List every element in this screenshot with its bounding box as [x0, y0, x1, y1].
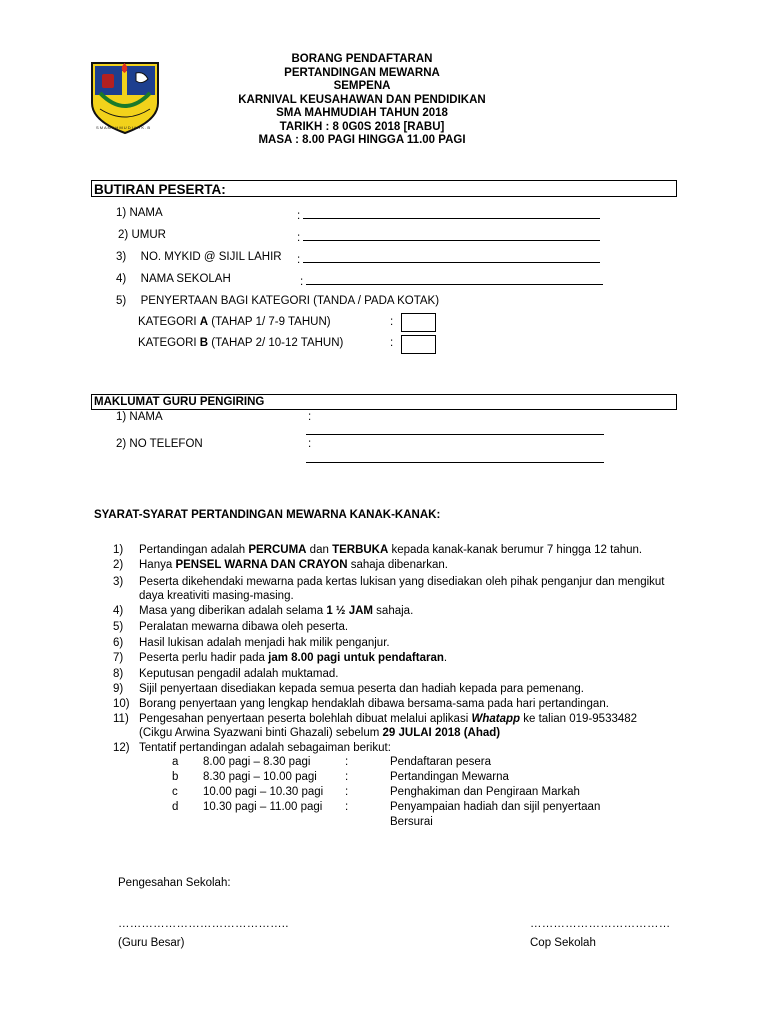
field-num: 2)	[118, 229, 129, 241]
syarat-item-12	[113, 742, 391, 756]
guru-besar-signature-line[interactable]: ……………………………………..	[118, 918, 289, 930]
field-umur-input[interactable]	[297, 229, 600, 244]
field-colon: :	[297, 210, 301, 222]
item-text: ke talian 019-9533482	[520, 713, 638, 725]
kategori-b-label	[138, 337, 343, 349]
field-colon: :	[300, 276, 304, 288]
item-num: 12)	[113, 742, 130, 754]
syarat-item-7	[113, 652, 447, 666]
item-num: 5)	[113, 621, 124, 633]
item-num: 2)	[113, 559, 124, 571]
header-line-1: BORANG PENDAFTARAN	[291, 53, 433, 65]
tentatif-key: a	[172, 756, 179, 768]
guru-nama-colon: :	[308, 411, 312, 423]
header-line-3: SEMPENA	[333, 80, 391, 92]
tentatif-extra: Bersurai	[390, 816, 433, 828]
tentatif-desc: Pertandingan Mewarna	[390, 771, 509, 783]
item-text: Tentatif pertandingan adalah sebagaiman berikut:	[139, 742, 391, 754]
kategori-b-letter: B	[199, 337, 209, 349]
nama-blank-line[interactable]	[303, 207, 600, 219]
kategori-b-checkbox[interactable]	[401, 335, 436, 354]
tentatif-key: b	[172, 771, 179, 783]
item-text: Masa yang diberikan adalah selama	[139, 605, 327, 617]
tentatif-sep: :	[345, 771, 349, 783]
item-num: 4)	[113, 605, 124, 617]
field-num: 4)	[116, 273, 127, 285]
tentatif-desc: Pendaftaran pesera	[390, 756, 492, 768]
field-mykid-input[interactable]	[297, 251, 600, 266]
tentatif-key: c	[172, 786, 178, 798]
item-text: sahaja dibenarkan.	[347, 559, 448, 571]
item-text: Borang penyertaan yang lengkap hendaklah dibawa bersama-sama pada hari pertandingan.	[139, 698, 609, 710]
field-label: PENYERTAAN BAGI KATEGORI (TANDA / PADA KOTAK)	[140, 295, 440, 307]
item-num: 6)	[113, 637, 124, 649]
sekolah-blank-line[interactable]	[306, 273, 603, 285]
syarat-item-4	[113, 605, 413, 619]
field-label: NO. MYKID @ SIJIL LAHIR	[140, 251, 282, 263]
item-bold-italic: Whatapp	[471, 713, 521, 725]
tentatif-desc: Penghakiman dan Pengiraan Markah	[390, 786, 580, 798]
field-num: 5)	[116, 295, 127, 307]
item-num: 1)	[113, 544, 124, 556]
item-text: daya kreativiti masing-masing.	[139, 589, 294, 602]
field-mykid	[116, 251, 282, 263]
item-bold: 1 ½ JAM	[326, 605, 373, 617]
syarat-item-1	[113, 544, 642, 558]
syarat-item-5	[113, 621, 348, 635]
kategori-a-letter: A	[199, 316, 209, 328]
item-num: 3)	[113, 576, 124, 588]
kategori-a-pre: KATEGORI	[138, 316, 200, 328]
item-text: (Cikgu Arwina Syazwani binti Ghazali) sebelum	[139, 726, 383, 739]
kategori-b-post: (TAHAP 2/ 10-12 TAHUN)	[208, 337, 344, 349]
item-bold: PERCUMA	[248, 544, 307, 556]
guru-telefon-blank-line[interactable]	[306, 452, 604, 463]
syarat-title: SYARAT-SYARAT PERTANDINGAN MEWARNA KANAK-KANAK:	[94, 509, 441, 521]
tentatif-time: 8.00 pagi – 8.30 pagi	[203, 756, 311, 768]
item-text: Pengesahan penyertaan peserta bolehlah dibuat melalui aplikasi	[139, 713, 472, 725]
item-bold: 29 JULAI 2018 (Ahad)	[382, 726, 501, 739]
guru-pengiring-title: MAKLUMAT GURU PENGIRING	[94, 396, 265, 408]
tentatif-key: d	[172, 801, 179, 813]
tentatif-time: 10.30 pagi – 11.00 pagi	[203, 801, 323, 813]
field-label: NAMA SEKOLAH	[140, 273, 231, 285]
item-text: sahaja.	[372, 605, 414, 617]
kategori-a-post: (TAHAP 1/ 7-9 TAHUN)	[208, 316, 331, 328]
item-text: Peralatan mewarna dibawa oleh peserta.	[139, 621, 349, 633]
guru-nama-label: 1) NAMA	[116, 411, 163, 423]
item-num: 9)	[113, 683, 124, 695]
butiran-peserta-title: BUTIRAN PESERTA:	[94, 182, 226, 197]
item-num: 7)	[113, 652, 124, 664]
field-colon: :	[297, 254, 301, 266]
syarat-item-2	[113, 559, 448, 573]
guru-pengiring-heading	[91, 394, 677, 410]
tentatif-time: 8.30 pagi – 10.00 pagi	[203, 771, 317, 783]
tentatif-sep: :	[345, 786, 349, 798]
item-num: 11)	[113, 713, 129, 725]
item-num: 8)	[113, 668, 124, 680]
item-num: 10)	[113, 698, 130, 710]
field-num: 1)	[116, 207, 127, 219]
guru-telefon-label: 2) NO TELEFON	[116, 438, 203, 450]
item-bold: PENSEL WARNA DAN CRAYON	[175, 559, 348, 571]
field-umur	[118, 229, 166, 241]
item-text: Hanya	[139, 559, 176, 571]
item-text: Keputusan pengadil adalah muktamad.	[139, 668, 339, 680]
form-header	[180, 53, 544, 148]
field-sekolah-input[interactable]	[300, 273, 603, 288]
header-line-5: SMA MAHMUDIAH TAHUN 2018	[276, 107, 448, 119]
umur-blank-line[interactable]	[303, 229, 600, 241]
field-num: 3)	[116, 251, 127, 263]
logo-text: S M A M A H M U D I A H K . B	[96, 125, 151, 130]
pengesahan-sekolah-label: Pengesahan Sekolah:	[118, 877, 231, 889]
field-sekolah	[116, 273, 231, 285]
guru-besar-label: (Guru Besar)	[118, 937, 185, 949]
mykid-blank-line[interactable]	[303, 251, 600, 263]
item-text: dan	[306, 544, 333, 556]
tentatif-sep: :	[345, 756, 349, 768]
item-bold: TERBUKA	[332, 544, 389, 556]
header-line-6: TARIKH : 8 0G0S 2018 [RABU]	[279, 120, 445, 133]
cop-sekolah-line[interactable]: ………………………………	[530, 918, 671, 930]
item-text: Hasil lukisan adalah menjadi hak milik penganjur.	[139, 637, 390, 649]
field-colon: :	[297, 232, 301, 244]
field-label: UMUR	[131, 229, 166, 241]
item-text: Sijil penyertaan disediakan kepada semua peserta dan hadiah kepada para pemenang.	[139, 683, 584, 695]
kategori-b-colon: :	[390, 337, 394, 349]
syarat-item-10	[113, 698, 609, 712]
item-text: Peserta perlu hadir pada	[139, 652, 269, 664]
tentatif-desc: Penyampaian hadiah dan sijil penyertaan	[390, 801, 601, 813]
field-label: NAMA	[129, 207, 163, 219]
guru-nama-blank-line[interactable]	[306, 424, 604, 435]
butiran-peserta-heading	[91, 180, 677, 197]
field-kategori	[116, 295, 439, 307]
syarat-item-3	[113, 576, 665, 603]
kategori-a-checkbox[interactable]	[401, 313, 436, 332]
item-text: Pertandingan adalah	[139, 544, 249, 556]
field-nama-input[interactable]	[297, 207, 600, 222]
item-text: kepada kanak-kanak berumur 7 hingga 12 tahun.	[388, 544, 643, 556]
tentatif-sep: :	[345, 801, 349, 813]
syarat-item-9	[113, 683, 584, 697]
guru-telefon-colon: :	[308, 438, 312, 450]
item-bold: jam 8.00 pagi untuk pendaftaran	[268, 652, 444, 664]
syarat-item-6	[113, 637, 390, 651]
header-line-4: KARNIVAL KEUSAHAWAN DAN PENDIDIKAN	[238, 93, 486, 106]
kategori-a-label	[138, 316, 331, 328]
item-text: Peserta dikehendaki mewarna pada kertas lukisan yang disediakan oleh pihak penganjur dan mengikut	[139, 576, 665, 588]
syarat-item-8	[113, 668, 338, 682]
syarat-item-11	[113, 713, 637, 740]
header-line-7: MASA : 8.00 PAGI HINGGA 11.00 PAGI	[258, 134, 466, 146]
tentatif-time: 10.00 pagi – 10.30 pagi	[203, 786, 324, 798]
kategori-b-pre: KATEGORI	[138, 337, 200, 349]
kategori-a-colon: :	[390, 316, 394, 328]
cop-sekolah-label: Cop Sekolah	[530, 937, 596, 949]
field-nama	[116, 207, 163, 219]
header-line-2: PERTANDINGAN MEWARNA	[284, 66, 440, 79]
item-text: .	[443, 652, 448, 664]
